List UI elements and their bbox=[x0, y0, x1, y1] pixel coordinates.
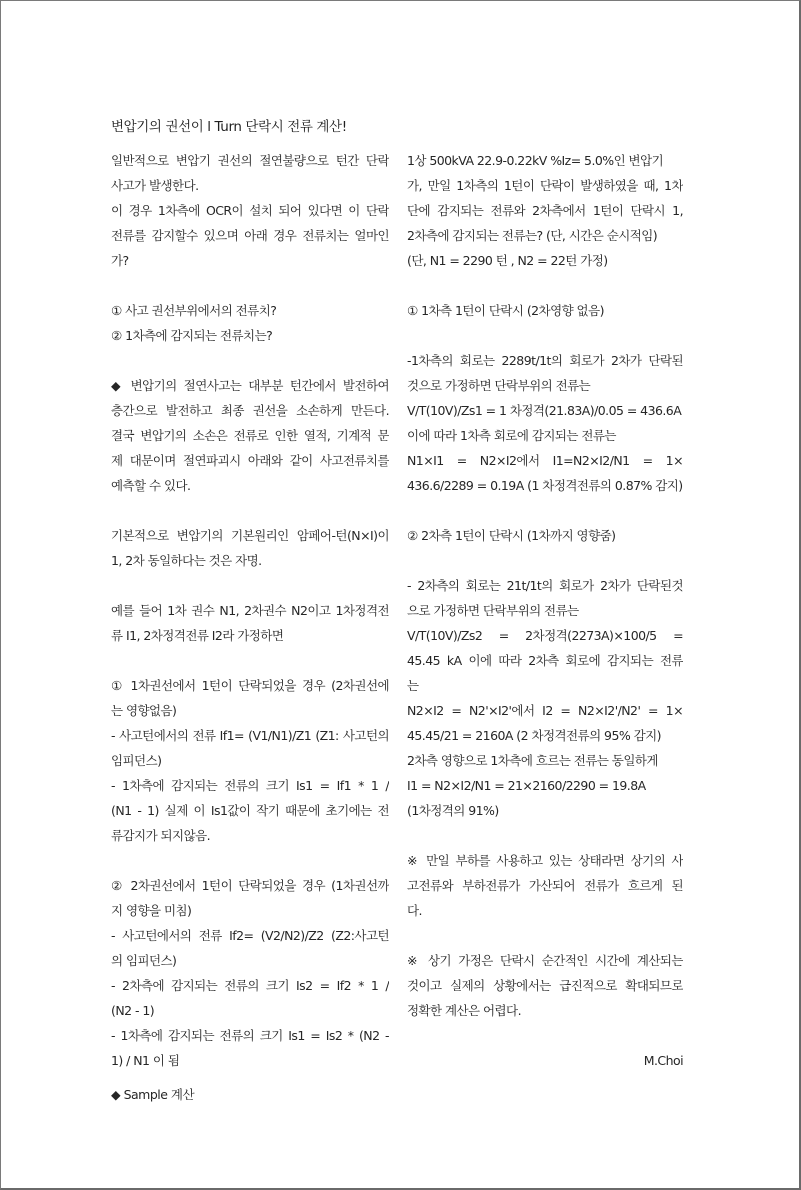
text-line: 이 경우 1차측에 OCR이 설치 되어 있다면 이 단락 bbox=[111, 203, 389, 218]
text-line: - 2차측에 감지되는 전류의 크기 Is2 = If2 * 1 / bbox=[111, 978, 389, 993]
text-line: (N1 - 1) 실제 이 Is1값이 작기 때문에 초기에는 전 bbox=[111, 803, 389, 818]
text-line: 사고가 발생한다. bbox=[111, 178, 199, 193]
text-line: ② 2차권선에서 1턴이 단락되었을 경우 (1차권선까 bbox=[111, 878, 389, 893]
text-line: ※ 상기 가정은 단락시 순간적인 시간에 계산되는 bbox=[407, 953, 683, 968]
text-line: 는 영향없음) bbox=[111, 703, 177, 718]
solution2-paragraph bbox=[407, 573, 683, 823]
text-line: 1, 2차 동일하다는 것은 자명. bbox=[111, 553, 262, 568]
text-line: 45.45/21 = 2160A (2 차정격전류의 95% 감지) bbox=[407, 728, 661, 743]
text-line: 류 I1, 2차정격전류 I2라 가정하면 bbox=[111, 628, 284, 643]
text-line: - 사고턴에서의 전류 If2= (V2/N2)/Z2 (Z2:사고턴 bbox=[111, 928, 389, 943]
text-line: 가? bbox=[111, 253, 129, 268]
text-line: - 1차측에 감지되는 전류의 크기 Is1 = If1 * 1 / bbox=[111, 778, 389, 793]
text-line: V/T(10V)/Zs1 = 1 차정격(21.83A)/0.05 = 436.6A bbox=[407, 403, 682, 418]
text-line: 으로 가정하면 단락부위의 전류는 bbox=[407, 603, 579, 618]
principle-paragraph bbox=[111, 523, 389, 573]
solution2-heading: ② 2차측 1턴이 단락시 (1차까지 영향줌) bbox=[407, 528, 616, 543]
case1-paragraph bbox=[111, 673, 389, 848]
text-line: 고전류와 부하전류가 가산되어 전류가 흐르게 된 bbox=[407, 878, 683, 893]
text-line: - 1차측에 감지되는 전류의 크기 Is1 = Is2 * (N2 - bbox=[111, 1028, 389, 1043]
text-line: 단에 감지되는 전류와 2차측에서 1턴이 단락시 1, bbox=[407, 203, 683, 218]
text-line: 층간으로 발전하고 최종 권선을 소손하게 만든다. bbox=[111, 403, 389, 418]
author-signature: M.Choi bbox=[643, 1053, 683, 1068]
text-line: 45.45 kA 이에 따라 2차측 회로에 감지되는 전류 bbox=[407, 653, 683, 668]
text-line: ◆ 변압기의 절연사고는 대부분 턴간에서 발전하여 bbox=[111, 378, 389, 393]
text-line: 2차측에 감지되는 전류는? (단, 시간은 순시적임) bbox=[407, 228, 658, 243]
left-column bbox=[111, 148, 389, 1073]
note2-paragraph bbox=[407, 948, 683, 1023]
text-line: I1 = N2×I2/N1 = 21×2160/2290 = 19.8A bbox=[407, 778, 646, 793]
question-item: ① 사고 권선부위에서의 전류치? bbox=[111, 303, 277, 318]
text-line: 류감지가 되지않음. bbox=[111, 828, 211, 843]
text-line: ※ 만일 부하를 사용하고 있는 상태라면 상기의 사 bbox=[407, 853, 683, 868]
text-line: 전류를 감지할수 있으며 아래 경우 전류치는 얼마인 bbox=[111, 228, 389, 243]
sample-heading: ◆ Sample 계산 bbox=[111, 1087, 195, 1102]
questions-list bbox=[111, 298, 389, 348]
text-line: 가, 만일 1차측의 1턴이 단락이 발생하였을 때, 1차 bbox=[407, 178, 683, 193]
right-column bbox=[407, 148, 683, 1073]
example-paragraph bbox=[111, 598, 389, 648]
text-line: 는 bbox=[407, 678, 419, 693]
text-line: N2×I2 = N2'×I2'에서 I2 = N2×I2'/N2' = 1× bbox=[407, 703, 683, 718]
text-line: N1×I1 = N2×I2에서 I1=N2×I2/N1 = 1× bbox=[407, 453, 683, 468]
question-item: ② 1차측에 감지되는 전류치는? bbox=[111, 328, 273, 343]
insulation-paragraph bbox=[111, 373, 389, 498]
text-line: 것으로 가정하면 단락부위의 전류는 bbox=[407, 378, 591, 393]
text-line: 일반적으로 변압기 권선의 절연불량으로 턴간 단락 bbox=[111, 153, 389, 168]
text-line: 의 임피던스) bbox=[111, 953, 177, 968]
text-line: 기본적으로 변압기의 기본원리인 암페어-턴(N×I)이 bbox=[111, 528, 389, 543]
text-line: -1차측의 회로는 2289t/1t의 회로가 2차가 단락된 bbox=[407, 353, 683, 368]
text-line: 1) / N1 이 됨 bbox=[111, 1053, 180, 1068]
text-line: 2차측 영향으로 1차측에 흐르는 전류는 동일하게 bbox=[407, 753, 658, 768]
text-line: (단, N1 = 2290 턴 , N2 = 22턴 가정) bbox=[407, 253, 608, 268]
text-line: 임피던스) bbox=[111, 753, 162, 768]
text-line: 정확한 계산은 어렵다. bbox=[407, 1003, 521, 1018]
intro-paragraph bbox=[111, 148, 389, 273]
text-line: (N2 - 1) bbox=[111, 1003, 155, 1018]
text-line: 다. bbox=[407, 903, 422, 918]
text-line: 이에 따라 1차측 회로에 감지되는 전류는 bbox=[407, 428, 616, 443]
text-line: 것이고 실제의 상황에서는 급진적으로 확대되므로 bbox=[407, 978, 683, 993]
text-line: 결국 변압기의 소손은 전류로 인한 열적, 기계적 문 bbox=[111, 428, 389, 443]
text-line: - 사고턴에서의 전류 If1= (V1/N1)/Z1 (Z1: 사고턴의 bbox=[111, 728, 389, 743]
text-line: ① 1차권선에서 1턴이 단락되었을 경우 (2차권선에 bbox=[111, 678, 389, 693]
text-line: 436.6/2289 = 0.19A (1 차정격전류의 0.87% 감지) bbox=[407, 478, 683, 493]
text-line: 지 영향을 미침) bbox=[111, 903, 192, 918]
note1-paragraph bbox=[407, 848, 683, 923]
text-line: 예측할 수 있다. bbox=[111, 478, 191, 493]
text-line: V/T(10V)/Zs2 = 2차정격(2273A)×100/5 = bbox=[407, 628, 683, 643]
solution1-heading: ① 1차측 1턴이 단락시 (2차영향 없음) bbox=[407, 303, 604, 318]
text-line: 예를 들어 1차 권수 N1, 2차권수 N2이고 1차정격전 bbox=[111, 603, 389, 618]
text-line: (1차정격의 91%) bbox=[407, 803, 499, 818]
text-line: 제 대문이며 절연파괴시 아래와 같이 사고전류치를 bbox=[111, 453, 389, 468]
text-line: - 2차측의 회로는 21t/1t의 회로가 2차가 단락된것 bbox=[407, 578, 683, 593]
page-title: 변압기의 권선이 l Turn 단락시 전류 계산! bbox=[111, 119, 347, 135]
text-line: 1상 500kVA 22.9-0.22kV %Iz= 5.0%인 변압기 bbox=[407, 153, 664, 168]
problem-paragraph bbox=[407, 148, 683, 273]
solution1-paragraph bbox=[407, 348, 683, 498]
case2-paragraph bbox=[111, 873, 389, 1073]
